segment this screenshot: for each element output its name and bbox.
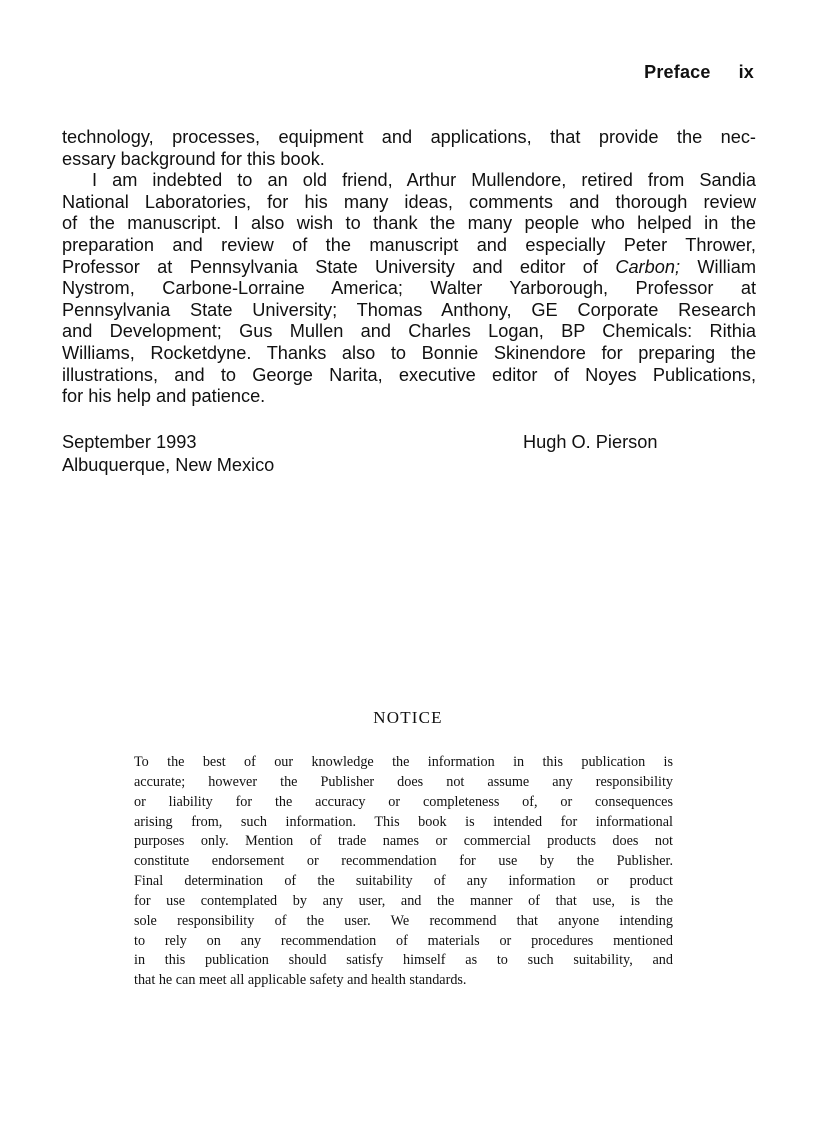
body-line: preparation and review of the manuscript and especially Peter Thrower, (62, 234, 756, 255)
notice-line: for use contemplated by any user, and the manner of that use, is the (134, 892, 673, 909)
notice-line: purposes only. Mention of trade names or commercial products does not (134, 833, 673, 850)
running-header (644, 62, 754, 83)
journal-title: Carbon; (615, 256, 681, 277)
body-line: and Development; Gus Mullen and Charles Logan, BP Chemicals: Rithia (62, 321, 756, 342)
body-line: essary background for this book. (62, 148, 325, 169)
notice-line: in this publication should satisfy himself as to such suitability, and (134, 952, 673, 969)
body-line: Pennsylvania State University; Thomas Anthony, GE Corporate Research (62, 299, 756, 320)
signature-place: Albuquerque, New Mexico (62, 455, 275, 475)
body-text-segment: Professor at Pennsylvania State University and editor of (62, 256, 598, 277)
signature-date: September 1993 (62, 432, 197, 452)
body-line: Nystrom, Carbone-Lorraine America; Walter Yarborough, Professor at (62, 278, 756, 299)
notice-body (134, 753, 673, 991)
notice-line: arising from, such information. This book is intended for informational (134, 813, 673, 830)
notice-line: accurate; however the Publisher does not assume any responsibility (134, 773, 673, 790)
preface-paragraphs (62, 127, 756, 408)
body-line: I am indebted to an old friend, Arthur Mullendore, retired from Sandia (92, 170, 756, 191)
section-title: Preface (644, 62, 711, 82)
author-name: Hugh O. Pierson (523, 432, 658, 452)
notice-line: constitute endorsement or recommendation for use by the Publisher. (134, 853, 673, 870)
notice-line: that he can meet all applicable safety and health standards. (134, 972, 467, 989)
notice-line: or liability for the accuracy or completeness of, or consequences (134, 793, 673, 810)
body-line: Williams, Rocketdyne. Thanks also to Bonnie Skinendore for preparing the (62, 342, 756, 363)
body-line: of the manuscript. I also wish to thank the many people who helped in the (62, 213, 756, 234)
body-text-segment: William (697, 256, 756, 277)
notice-line: to rely on any recommendation of materials or procedures mentioned (134, 932, 673, 949)
page-number: ix (738, 62, 754, 82)
body-line: National Laboratories, for his many ideas, comments and thorough review (62, 191, 756, 212)
body-line: illustrations, and to George Narita, executive editor of Noyes Publications, (62, 364, 756, 385)
body-line: technology, processes, equipment and applications, that provide the nec- (62, 127, 756, 147)
notice-title: NOTICE (373, 708, 443, 727)
body-line-with-title (62, 257, 756, 279)
date-and-place (62, 431, 274, 477)
notice-line: sole responsibility of the user. We recommend that anyone intending (134, 912, 673, 929)
notice-line: To the best of our knowledge the information in this publication is (134, 754, 673, 770)
body-line: for his help and patience. (62, 386, 266, 407)
notice-line: Final determination of the suitability of any information or product (134, 873, 673, 890)
